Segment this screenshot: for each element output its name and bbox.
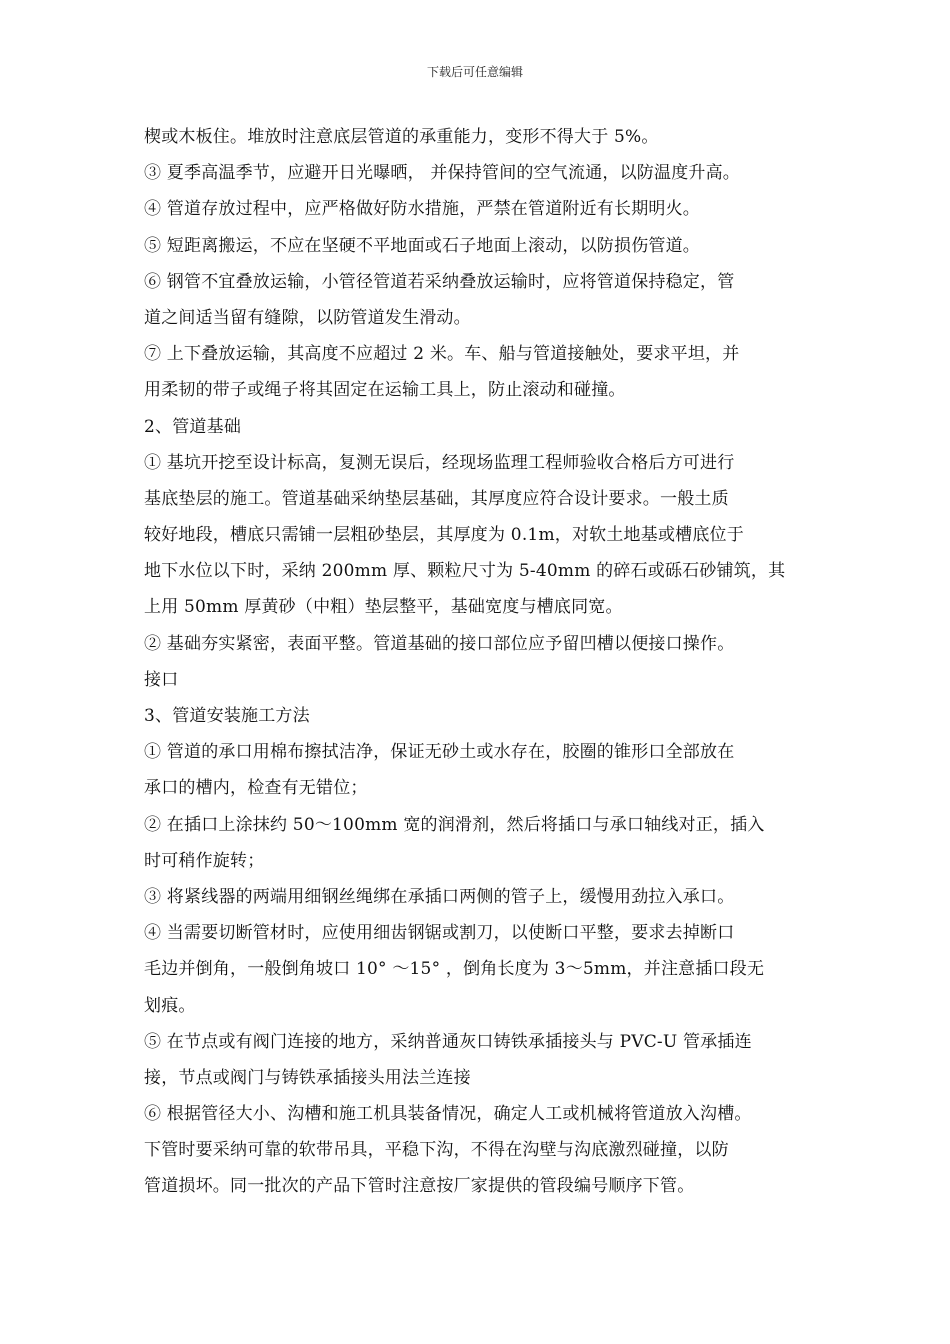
text-line: ③ 将紧线器的两端用细钢丝绳绑在承插口两侧的管子上，缓慢用劲拉入承口。 (144, 886, 735, 907)
text-line: ④ 管道存放过程中，应严格做好防水措施，严禁在管道附近有长期明火。 (144, 199, 701, 220)
text-line: ④ 当需要切断管材时，应使用细齿钢锯或割刀，以使断口平整，要求去掉断口 (144, 923, 735, 944)
text-line: 承口的槽内，检查有无错位； (144, 778, 368, 799)
text-line: 时可稍作旋转； (144, 850, 265, 871)
text-line: 下管时要采纳可靠的软带吊具，平稳下沟，不得在沟壁与沟底激烈碰撞，以防 (144, 1140, 729, 1161)
text-line: ⑤ 在节点或有阀门连接的地方，采纳普通灰口铸铁承插接头与 PVC-U 管承插连 (144, 1031, 752, 1052)
page-header: 下载后可任意编辑 (426, 65, 523, 79)
text-line: ⑦ 上下叠放运输，其高度不应超过 2 米。车、船与管道接触处，要求平坦，并 (144, 344, 740, 365)
text-line: 管道损坏。同一批次的产品下管时注意按厂家提供的管段编号顺序下管。 (144, 1176, 695, 1197)
text-line: 基底垫层的施工。管道基础采纳垫层基础，其厚度应符合设计要求。一般土质 (144, 488, 729, 509)
text-line: ③ 夏季高温季节，应避开日光曝晒， 并保持管间的空气流通，以防温度升高。 (144, 163, 741, 184)
text-line: ⑥ 钢管不宜叠放运输，小管径管道若采纳叠放运输时，应将管道保持稳定，管 (144, 271, 735, 292)
text-line: 接，节点或阀门与铸铁承插接头用法兰连接 (144, 1067, 471, 1088)
text-line: 毛边并倒角，一般倒角坡口 10° ～15° ，倒角长度为 3～5mm，并注意插口段无 (144, 959, 765, 980)
section-heading: 2、管道基础 (144, 416, 242, 437)
text-line: 上用 50mm 厚黄砂（中粗）垫层整平，基础宽度与槽底同宽。 (144, 597, 623, 618)
text-line: ⑥ 根据管径大小、沟槽和施工机具装备情况，确定人工或机械将管道放入沟槽。 (144, 1104, 752, 1125)
text-line: 较好地段，槽底只需铺一层粗砂垫层，其厚度为 0.1m，对软土地基或槽底位于 (144, 525, 744, 546)
text-line: ⑤ 短距离搬运，不应在坚硬不平地面或石子地面上滚动，以防损伤管道。 (144, 235, 701, 256)
text-line: 楔或木板住。堆放时注意底层管道的承重能力，变形不得大于 5%。 (144, 127, 659, 147)
text-line: 用柔韧的带子或绳子将其固定在运输工具上，防止滚动和碰撞。 (144, 380, 626, 401)
text-line: 划痕。 (144, 995, 196, 1016)
text-line: ② 在插口上涂抹约 50～100mm 宽的润滑剂，然后将插口与承口轴线对正，插入 (144, 814, 765, 835)
text-line: 道之间适当留有缝隙，以防管道发生滑动。 (144, 307, 471, 328)
text-line: ① 基坑开挖至设计标高，复测无误后，经现场监理工程师验收合格后方可进行 (144, 452, 735, 473)
text-line: 地下水位以下时，采纳 200mm 厚、颗粒尺寸为 5-40mm 的碎石或砾石砂铺筑，其 (144, 561, 786, 582)
document-body (144, 119, 814, 1205)
text-line: ① 管道的承口用棉布擦拭洁净，保证无砂土或水存在，胶圈的锥形口全部放在 (144, 742, 735, 763)
text-line: ② 基础夯实紧密，表面平整。管道基础的接口部位应予留凹槽以便接口操作。 (144, 633, 735, 654)
section-heading: 3、管道安装施工方法 (144, 706, 310, 726)
text-line: 接口 (144, 669, 179, 690)
